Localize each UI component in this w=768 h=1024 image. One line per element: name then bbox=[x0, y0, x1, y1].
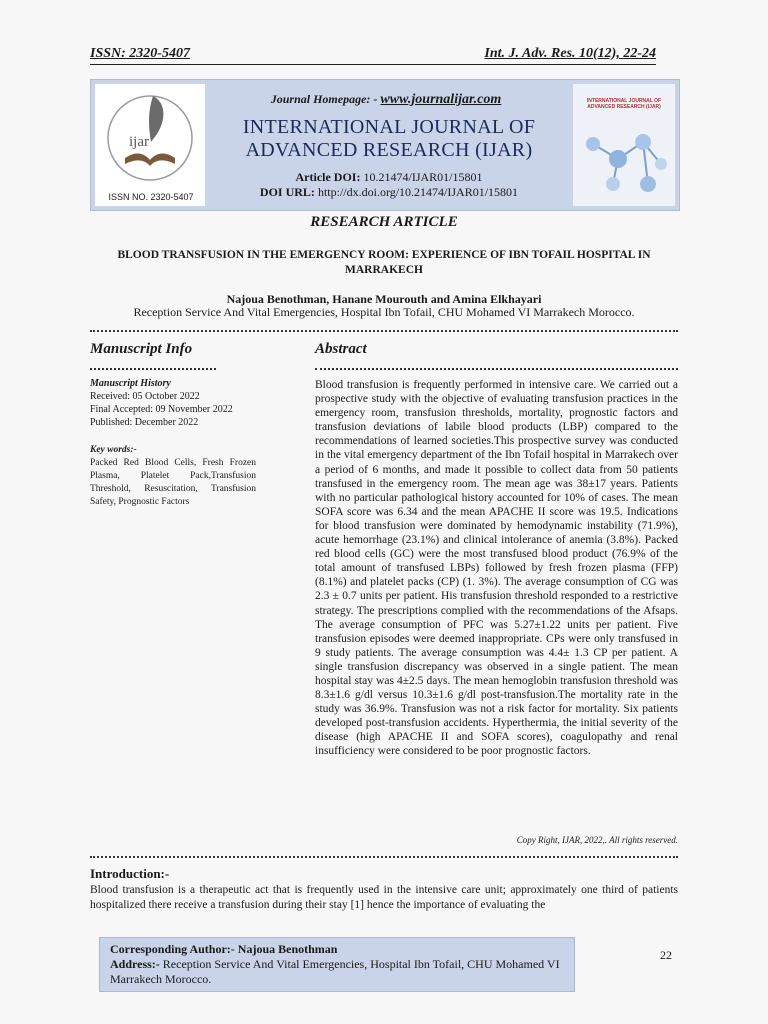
journal-homepage bbox=[211, 92, 561, 108]
divider-dotted-top bbox=[90, 330, 678, 334]
homepage-label: Journal Homepage: - bbox=[270, 92, 378, 106]
homepage-link[interactable]: www.journalijar.com bbox=[380, 92, 502, 107]
page-number: 22 bbox=[660, 948, 672, 962]
address-label: Address:- bbox=[110, 957, 160, 971]
doi-url-link[interactable]: http://dx.doi.org/10.21474/IJAR01/15801 bbox=[317, 185, 519, 199]
cover-title: INTERNATIONAL JOURNAL OF ADVANCED RESEARCH (IJAR) bbox=[586, 98, 662, 110]
address-text: Reception Service And Vital Emergencies, Hospital Ibn Tofail, CHU Mohamed VI Marrakech Morocco. bbox=[110, 957, 560, 986]
logo-text: ijar bbox=[129, 134, 149, 150]
corresponding-author: Corresponding Author:- Najoua Benothman bbox=[110, 942, 338, 956]
manuscript-history bbox=[90, 377, 256, 429]
molecule-icon bbox=[573, 84, 675, 206]
affiliation: Reception Service And Vital Emergencies, Hospital Ibn Tofail, CHU Mohamed VI Marrakech Morocco. bbox=[133, 305, 635, 319]
issn-text: ISSN: 2320-5407 bbox=[90, 46, 190, 61]
received-date: Received: 05 October 2022 bbox=[90, 391, 200, 402]
keywords-text: Packed Red Blood Cells, Fresh Frozen Plasma, Platelet Pack,Transfusion Threshold, Resuscitation, Transfusion Safety, Prognostic Factors bbox=[90, 458, 256, 507]
manuscript-info-divider bbox=[90, 368, 216, 372]
doi-value: 10.21474/IJAR01/15801 bbox=[363, 170, 483, 184]
doi-label: Article DOI: bbox=[295, 170, 361, 184]
article-title bbox=[90, 248, 678, 278]
accepted-date: Final Accepted: 09 November 2022 bbox=[90, 404, 233, 415]
corresponding-author-box bbox=[99, 937, 575, 992]
history-label: Manuscript History bbox=[90, 378, 171, 389]
quill-book-icon bbox=[95, 84, 205, 194]
journal-name bbox=[209, 116, 569, 162]
logo-issn: ISSN NO. 2320-5407 bbox=[108, 192, 194, 202]
abstract-heading: Abstract bbox=[315, 341, 367, 357]
keywords-label: Key words:- bbox=[90, 445, 137, 455]
manuscript-info-heading: Manuscript Info bbox=[90, 341, 193, 357]
doi-info bbox=[209, 170, 569, 200]
abstract-divider bbox=[315, 368, 678, 372]
journal-masthead bbox=[90, 79, 680, 211]
article-title-line1: BLOOD TRANSFUSION IN THE EMERGENCY ROOM: EXPERIENCE OF IBN TOFAIL HOSPITAL IN bbox=[117, 249, 651, 261]
introduction-heading: Introduction:- bbox=[90, 866, 170, 881]
article-type: RESEARCH ARTICLE bbox=[310, 214, 458, 230]
running-header bbox=[90, 46, 656, 66]
published-date: Published: December 2022 bbox=[90, 417, 199, 428]
journal-name-line2: ADVANCED RESEARCH (IJAR) bbox=[245, 139, 533, 161]
keywords-block bbox=[90, 444, 256, 509]
divider-dotted-bottom bbox=[90, 856, 678, 860]
citation-text: Int. J. Adv. Res. 10(12), 22-24 bbox=[484, 46, 656, 61]
doi-url-label: DOI URL: bbox=[259, 185, 315, 199]
journal-logo bbox=[95, 84, 205, 206]
authors: Najoua Benothman, Hanane Mourouth and Amina Elkhayari bbox=[226, 292, 542, 306]
abstract-body: Blood transfusion is frequently performed in intensive care. We carried out a prospective study with the objective of evaluating transfusion practices in the emergency room, transfusion thresholds, mortality, prognostic factors and transfusion deviations of labile blood products (LBP) compared to the recommendations of learned societies.This prospective survey was conducted in the vital emergency department of the Ibn Tofail hospital in Marrakech over a period of 6 months, and made it possible to collect data from 50 patients transfused in the emergency room. The mean age was 38±17 years. Patients with no particular pathological history accounted for 10% of cases. The mean SOFA score was 6.34 and the mean APACHE II score was 19.5. Indications for blood transfusion were dominated by hemodynamic instability (71.9%), acute hemorrhage (23.1%) and clinical intolerance of anemia (3.8%). Packed red blood cells (GC) were the most transfused blood product (76.9% of the total amount of transfused LBPs) followed by fresh frozen plasma (FFP) (8.1%) and platelet packs (CP) (1. 3%). The average consumption of CG was 2.3 ± 0.7 units per patient. His transfusion threshold responded to a restrictive strategy. The prescriptions complied with the recommendations of the Afsaps. The average consumption of PFC was 5.27±1.22 units per patient. Five transfusion episodes were deemed inappropriate. CPs were only transfused in 9 study patients. The average consumption was 4.4± 1.3 CP per patient. A single transfusion discrepancy was observed in a single patient. The mean hospital stay was 4±2.5 days. The mean hemoglobin transfusion threshold was 8.3±1.6 g/dl versus 10.3±1.6 g/dl post-transfusion.The mortality rate in the study was 36.9%. Transfusion was not a risk factor for mortality. Six patients developed post-transfusion accidents. Hyperthermia, the initial severity of the disease (high APACHE II and SOFA scores), coagulopathy and renal insufficiency were considered to be poor prognostic factors. bbox=[315, 379, 678, 758]
journal-cover-image bbox=[573, 84, 675, 206]
copyright-notice: Copy Right, IJAR, 2022,. All rights reserved. bbox=[516, 835, 678, 845]
header-rule bbox=[90, 64, 656, 65]
introduction-body: Blood transfusion is a therapeutic act that is frequently used in the intensive care unit; approximately one third of patients hospitalized there receive a transfusion during their stay [1] hence the importance of evaluating the bbox=[90, 884, 678, 911]
journal-name-line1: INTERNATIONAL JOURNAL OF bbox=[242, 116, 536, 138]
article-title-line2: MARRAKECH bbox=[345, 264, 423, 276]
